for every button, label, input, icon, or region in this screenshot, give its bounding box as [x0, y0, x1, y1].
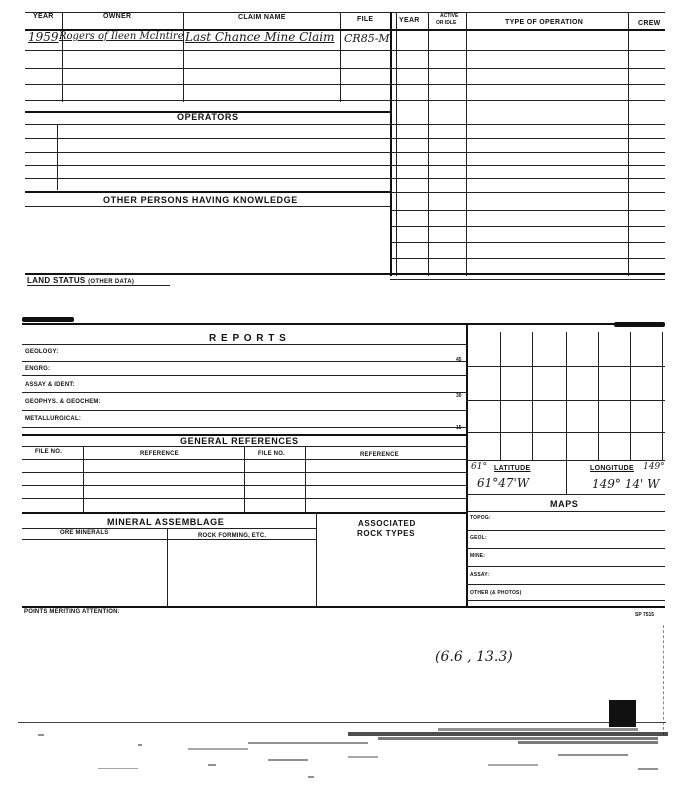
entry-year: 1959: [28, 30, 59, 44]
land-status-label: [27, 276, 134, 285]
entry-claim-name: Last Chance Mine Claim: [185, 30, 335, 44]
maps-title: MAPS: [550, 499, 579, 509]
associated-rock-types-1: ASSOCIATED: [358, 519, 416, 528]
report-assay: ASSAY & IDENT:: [25, 382, 75, 388]
maps-assay: ASSAY:: [470, 572, 490, 578]
land-status-sub: (OTHER DATA): [88, 279, 135, 285]
latitude-label: LATITUDE: [494, 465, 531, 472]
land-status-text: LAND STATUS: [27, 276, 86, 285]
longitude-value: 149° 14' W: [592, 477, 660, 491]
noise-band: [18, 724, 668, 784]
report-num-15: 15: [456, 425, 462, 431]
report-num-45: 45: [456, 357, 462, 363]
general-references-title: GENERAL REFERENCES: [180, 436, 299, 446]
points-meriting-attention: POINTS MERITING ATTENTION:: [24, 609, 120, 615]
maps-geol: GEOL:: [470, 535, 487, 541]
top-bar-right: [614, 322, 665, 327]
report-geophys: GEOPHYS. & GEOCHEM:: [25, 399, 101, 405]
header-active-1: ACTIVE: [440, 13, 459, 19]
report-geology: GEOLOGY:: [25, 349, 59, 355]
report-engrg: ENGRG:: [25, 366, 51, 372]
operators-label: OPERATORS: [177, 112, 239, 122]
ref-header-reference-2: REFERENCE: [360, 452, 399, 458]
header-file: FILE: [357, 16, 374, 23]
top-bar-left: [22, 317, 74, 322]
entry-owner: Rogers of Ileen McIntire: [59, 31, 184, 42]
maps-mine: MINE:: [470, 553, 486, 559]
latitude-value: 61°47'W: [477, 476, 530, 490]
ore-minerals-label: ORE MINERALS: [60, 530, 109, 536]
report-num-30: 30: [456, 393, 462, 399]
ref-header-reference-1: REFERENCE: [140, 451, 179, 457]
report-metallurgical: METALLURGICAL:: [25, 416, 82, 422]
associated-rock-types-2: ROCK TYPES: [357, 529, 416, 538]
maps-topog: TOPOG:: [470, 515, 491, 521]
rock-forming-label: ROCK FORMING, ETC.: [198, 533, 267, 539]
black-square: [609, 700, 636, 727]
handwritten-note: (6.6 , 13.3): [435, 649, 513, 665]
ref-header-file-1: FILE NO.: [35, 449, 62, 455]
ref-header-file-2: FILE NO.: [258, 451, 285, 457]
header-year-2: YEAR: [399, 17, 420, 24]
header-owner: OWNER: [103, 13, 132, 20]
long-suffix: 149°: [643, 462, 665, 472]
header-type-of-operation: TYPE OF OPERATION: [505, 19, 584, 26]
maps-other: OTHER (& PHOTOS): [470, 590, 522, 596]
other-persons-label: OTHER PERSONS HAVING KNOWLEDGE: [103, 195, 298, 205]
header-year: YEAR: [33, 13, 54, 20]
header-active-2: OR IDLE: [436, 20, 457, 26]
reports-title: R E P O R T S: [209, 333, 287, 344]
lat-prefix: 61°: [471, 462, 487, 472]
form-number: SP 7515: [635, 612, 655, 618]
header-claim-name: CLAIM NAME: [238, 14, 286, 21]
header-crew: CREW: [638, 20, 661, 27]
longitude-label: LONGITUDE: [590, 465, 634, 472]
mineral-assemblage-title: MINERAL ASSEMBLAGE: [107, 517, 225, 527]
entry-file: CR85-M: [344, 32, 390, 45]
dashed-margin: [663, 625, 664, 735]
